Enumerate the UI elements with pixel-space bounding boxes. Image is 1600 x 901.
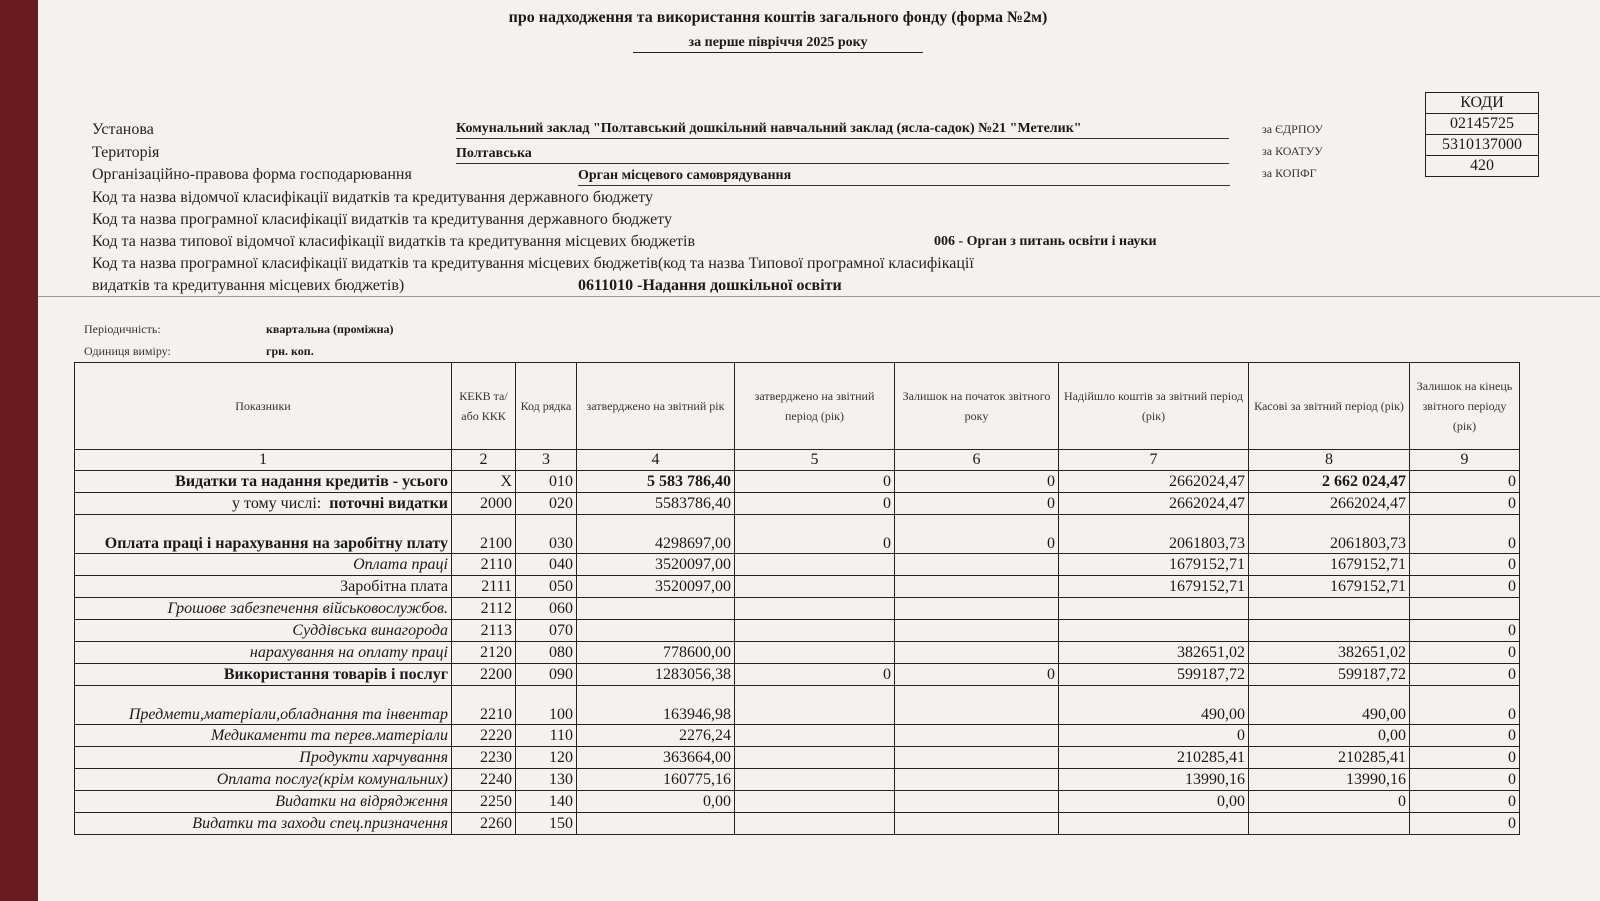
row-indicator-name xyxy=(75,747,452,769)
row-code: 060 xyxy=(516,598,577,620)
row-approved-period xyxy=(735,813,895,835)
table-row xyxy=(75,747,1520,769)
row-name: Видатки та заходи спец.призначення xyxy=(192,814,448,832)
header-balance-start: Залишок на початок звітного року xyxy=(895,363,1059,450)
row-cash: 1679152,71 xyxy=(1249,554,1410,576)
row-indicator-name xyxy=(75,576,452,598)
unit-label: Одиниця виміру: xyxy=(84,344,171,358)
koatuu-code: 5310137000 xyxy=(1426,135,1539,156)
header-approved-period: затверджено на звітний період (рік) xyxy=(735,363,895,450)
row-approved-period xyxy=(735,769,895,791)
row-balance-end: 0 xyxy=(1410,620,1520,642)
row-code: 120 xyxy=(516,747,577,769)
row-indicator-name xyxy=(75,554,452,576)
row-balance-end: 0 xyxy=(1410,725,1520,747)
column-number: 5 xyxy=(735,450,895,471)
row-balance-end: 0 xyxy=(1410,642,1520,664)
kopfg-code: 420 xyxy=(1426,156,1539,177)
row-received: 2662024,47 xyxy=(1059,493,1249,515)
row-indicator-name xyxy=(75,515,452,554)
row-name: Оплата праці xyxy=(353,555,448,573)
table-row xyxy=(75,515,1520,554)
row-kekv: 2230 xyxy=(452,747,516,769)
row-name: Грошове забезпечення військовослужбов. xyxy=(167,599,448,617)
row-balance-start: 0 xyxy=(895,664,1059,686)
row-approved-period xyxy=(735,791,895,813)
row-received xyxy=(1059,813,1249,835)
report-page xyxy=(38,0,1600,901)
column-number: 3 xyxy=(516,450,577,471)
row-code: 140 xyxy=(516,791,577,813)
row-balance-end: 0 xyxy=(1410,471,1520,493)
row-indicator-name xyxy=(75,620,452,642)
row-balance-start: 0 xyxy=(895,493,1059,515)
row-name: Заробітна плата xyxy=(340,577,448,595)
row-approved-period xyxy=(735,686,895,725)
row-name: Суддівська винагорода xyxy=(292,621,448,639)
koatuu-label: за КОАТУУ xyxy=(1262,144,1323,158)
row-cash: 0,00 xyxy=(1249,725,1410,747)
row-approved-period: 0 xyxy=(735,493,895,515)
row-approved-year xyxy=(577,598,735,620)
separator-line xyxy=(38,296,1600,297)
table-row xyxy=(75,664,1520,686)
row-approved-period xyxy=(735,576,895,598)
table-row xyxy=(75,471,1520,493)
row-approved-year: 3520097,00 xyxy=(577,554,735,576)
row-cash: 382651,02 xyxy=(1249,642,1410,664)
row-cash: 599187,72 xyxy=(1249,664,1410,686)
row-approved-year: 160775,16 xyxy=(577,769,735,791)
row-kekv: 2000 xyxy=(452,493,516,515)
header-balance-end: Залишок на кінець звітного періоду (рік) xyxy=(1410,363,1520,450)
legal-form-value: Орган місцевого самоврядування xyxy=(578,168,1230,186)
row-received: 13990,16 xyxy=(1059,769,1249,791)
row-indicator-name xyxy=(75,813,452,835)
row-balance-start xyxy=(895,725,1059,747)
state-prog-class-label: Код та назва програмної класифікації видатків та кредитування державного бюджету xyxy=(92,211,672,228)
row-approved-year: 3520097,00 xyxy=(577,576,735,598)
row-kekv: 2240 xyxy=(452,769,516,791)
row-kekv: 2260 xyxy=(452,813,516,835)
kopfg-label: за КОПФГ xyxy=(1262,166,1317,180)
row-balance-end: 0 xyxy=(1410,813,1520,835)
row-kekv: 2112 xyxy=(452,598,516,620)
row-approved-year: 0,00 xyxy=(577,791,735,813)
codes-title: КОДИ xyxy=(1426,93,1539,114)
row-indicator-name xyxy=(75,471,452,493)
row-approved-period xyxy=(735,747,895,769)
column-number: 8 xyxy=(1249,450,1410,471)
row-cash: 210285,41 xyxy=(1249,747,1410,769)
table-row xyxy=(75,493,1520,515)
row-kekv: X xyxy=(452,471,516,493)
row-received: 490,00 xyxy=(1059,686,1249,725)
header-approved-year: затверджено на звітний рік xyxy=(577,363,735,450)
row-code: 090 xyxy=(516,664,577,686)
row-name: нарахування на оплату праці xyxy=(249,643,448,661)
row-balance-start xyxy=(895,791,1059,813)
row-approved-year xyxy=(577,813,735,835)
column-number: 6 xyxy=(895,450,1059,471)
row-balance-start xyxy=(895,620,1059,642)
table-row xyxy=(75,725,1520,747)
row-approved-year: 5583786,40 xyxy=(577,493,735,515)
row-balance-end: 0 xyxy=(1410,576,1520,598)
row-balance-start: 0 xyxy=(895,471,1059,493)
row-balance-start: 0 xyxy=(895,515,1059,554)
local-prog-class-label-1: Код та назва програмної класифікації видатків та кредитування місцевих бюджетів(код та назва Типової програмної класифікації xyxy=(92,255,974,272)
report-title: про надходження та використання коштів загального фонду (форма №2м) xyxy=(508,9,1048,26)
state-dept-class-label: Код та назва відомчої класифікації видатків та кредитування державного бюджету xyxy=(92,189,654,206)
row-approved-period xyxy=(735,620,895,642)
row-received: 1679152,71 xyxy=(1059,576,1249,598)
table-row xyxy=(75,554,1520,576)
row-balance-end xyxy=(1410,598,1520,620)
row-cash: 2061803,73 xyxy=(1249,515,1410,554)
row-balance-end: 0 xyxy=(1410,664,1520,686)
row-code: 020 xyxy=(516,493,577,515)
row-approved-year: 5 583 786,40 xyxy=(577,471,735,493)
row-approved-year: 163946,98 xyxy=(577,686,735,725)
row-kekv: 2250 xyxy=(452,791,516,813)
header-received: Надійшло коштів за звітний період (рік) xyxy=(1059,363,1249,450)
territory-value: Полтавська xyxy=(456,146,1229,164)
row-balance-start xyxy=(895,686,1059,725)
row-code: 130 xyxy=(516,769,577,791)
row-received: 210285,41 xyxy=(1059,747,1249,769)
row-approved-year xyxy=(577,620,735,642)
row-code: 040 xyxy=(516,554,577,576)
edrpou-code: 02145725 xyxy=(1426,114,1539,135)
row-code: 050 xyxy=(516,576,577,598)
table-row xyxy=(75,686,1520,725)
row-received xyxy=(1059,598,1249,620)
row-kekv: 2100 xyxy=(452,515,516,554)
row-balance-start xyxy=(895,747,1059,769)
row-name: Предмети,матеріали,обладнання та інвентар xyxy=(128,706,448,723)
row-indicator-name xyxy=(75,642,452,664)
header-cash: Касові за звітний період (рік) xyxy=(1249,363,1410,450)
row-balance-end: 0 xyxy=(1410,686,1520,725)
row-balance-start xyxy=(895,576,1059,598)
table-row xyxy=(75,576,1520,598)
header-indicators: Показники xyxy=(75,363,452,450)
row-approved-period xyxy=(735,642,895,664)
row-approved-year: 4298697,00 xyxy=(577,515,735,554)
row-indicator-name xyxy=(75,598,452,620)
row-name: Видатки на відрядження xyxy=(275,792,448,810)
row-cash xyxy=(1249,813,1410,835)
periodicity-value: квартальна (проміжна) xyxy=(266,322,394,336)
table-header-row xyxy=(75,363,1520,450)
institution-value: Комунальний заклад "Полтавський дошкільний навчальний заклад (ясла-садок) №21 "Метелик" xyxy=(456,121,1229,139)
row-name: поточні видатки xyxy=(329,494,448,512)
row-cash: 2662024,47 xyxy=(1249,493,1410,515)
table-row xyxy=(75,769,1520,791)
row-received: 2061803,73 xyxy=(1059,515,1249,554)
row-cash xyxy=(1249,620,1410,642)
row-approved-period xyxy=(735,554,895,576)
row-received xyxy=(1059,620,1249,642)
row-balance-start xyxy=(895,813,1059,835)
row-kekv: 2111 xyxy=(452,576,516,598)
column-number: 9 xyxy=(1410,450,1520,471)
row-code: 150 xyxy=(516,813,577,835)
row-indicator-name xyxy=(75,664,452,686)
row-balance-end: 0 xyxy=(1410,493,1520,515)
row-kekv: 2210 xyxy=(452,686,516,725)
row-approved-period xyxy=(735,598,895,620)
table-row xyxy=(75,642,1520,664)
row-code: 100 xyxy=(516,686,577,725)
row-approved-year: 1283056,38 xyxy=(577,664,735,686)
row-code: 010 xyxy=(516,471,577,493)
row-name: Видатки та надання кредитів - усього xyxy=(175,472,448,490)
row-balance-start xyxy=(895,598,1059,620)
local-dept-class-value: 006 - Орган з питань освіти і науки xyxy=(934,234,1157,249)
row-code: 110 xyxy=(516,725,577,747)
row-indicator-name xyxy=(75,686,452,725)
legal-form-label: Організаційно-правова форма господарювання xyxy=(92,166,412,183)
local-dept-class-label: Код та назва типової відомчої класифікації видатків та кредитування місцевих бюджетів xyxy=(92,233,696,250)
column-number: 1 xyxy=(75,450,452,471)
row-kekv: 2113 xyxy=(452,620,516,642)
row-indicator-name xyxy=(75,769,452,791)
row-balance-end: 0 xyxy=(1410,554,1520,576)
row-balance-start xyxy=(895,769,1059,791)
header-row-code: Код рядка xyxy=(516,363,577,450)
row-code: 030 xyxy=(516,515,577,554)
row-name: Оплата послуг(крім комунальних) xyxy=(216,770,448,788)
row-balance-end: 0 xyxy=(1410,769,1520,791)
local-prog-class-label-2: видатків та кредитування місцевих бюджетів) xyxy=(92,277,405,294)
row-approved-year: 2276,24 xyxy=(577,725,735,747)
report-table xyxy=(74,362,1520,835)
table-row xyxy=(75,598,1520,620)
table-row xyxy=(75,813,1520,835)
territory-label: Територія xyxy=(92,144,160,161)
row-code: 080 xyxy=(516,642,577,664)
row-cash: 1679152,71 xyxy=(1249,576,1410,598)
row-balance-start xyxy=(895,554,1059,576)
codes-table xyxy=(1425,92,1539,177)
row-cash: 490,00 xyxy=(1249,686,1410,725)
row-received: 382651,02 xyxy=(1059,642,1249,664)
row-received: 1679152,71 xyxy=(1059,554,1249,576)
row-received: 0 xyxy=(1059,725,1249,747)
row-cash: 0 xyxy=(1249,791,1410,813)
row-received: 599187,72 xyxy=(1059,664,1249,686)
column-number: 4 xyxy=(577,450,735,471)
row-cash xyxy=(1249,598,1410,620)
row-balance-end: 0 xyxy=(1410,747,1520,769)
row-approved-period: 0 xyxy=(735,515,895,554)
row-received: 2662024,47 xyxy=(1059,471,1249,493)
periodicity-label: Періодичність: xyxy=(84,322,161,336)
row-indicator-name xyxy=(75,791,452,813)
column-numbers-row xyxy=(75,450,1520,471)
row-kekv: 2120 xyxy=(452,642,516,664)
row-approved-period xyxy=(735,725,895,747)
row-approved-year: 778600,00 xyxy=(577,642,735,664)
row-name: Продукти харчування xyxy=(299,748,448,766)
unit-value: грн. коп. xyxy=(266,344,314,358)
row-received: 0,00 xyxy=(1059,791,1249,813)
row-kekv: 2110 xyxy=(452,554,516,576)
row-name: Оплата праці і нарахування на заробітну плату xyxy=(104,535,448,552)
row-kekv: 2220 xyxy=(452,725,516,747)
report-period xyxy=(38,35,1518,51)
row-code: 070 xyxy=(516,620,577,642)
row-approved-period: 0 xyxy=(735,471,895,493)
table-row xyxy=(75,620,1520,642)
row-cash: 2 662 024,47 xyxy=(1249,471,1410,493)
row-balance-start xyxy=(895,642,1059,664)
row-approved-period: 0 xyxy=(735,664,895,686)
column-number: 2 xyxy=(452,450,516,471)
row-indicator-name xyxy=(75,725,452,747)
local-prog-class-value: 0611010 -Надання дошкільної освіти xyxy=(578,277,842,294)
row-approved-year: 363664,00 xyxy=(577,747,735,769)
row-name: Використання товарів і послуг xyxy=(223,665,448,683)
table-row xyxy=(75,791,1520,813)
row-indicator-name xyxy=(75,493,452,515)
row-name: Медикаменти та перев.матеріали xyxy=(211,726,448,744)
row-name-prefix: у тому числі: xyxy=(232,494,322,512)
row-balance-end: 0 xyxy=(1410,791,1520,813)
row-kekv: 2200 xyxy=(452,664,516,686)
institution-label: Установа xyxy=(92,121,154,138)
report-period-text: за перше півріччя 2025 року xyxy=(633,35,924,53)
edrpou-label: за ЄДРПОУ xyxy=(1262,122,1324,136)
row-cash: 13990,16 xyxy=(1249,769,1410,791)
row-balance-end: 0 xyxy=(1410,515,1520,554)
header-kekv: КЕКВ та/або ККК xyxy=(452,363,516,450)
column-number: 7 xyxy=(1059,450,1249,471)
